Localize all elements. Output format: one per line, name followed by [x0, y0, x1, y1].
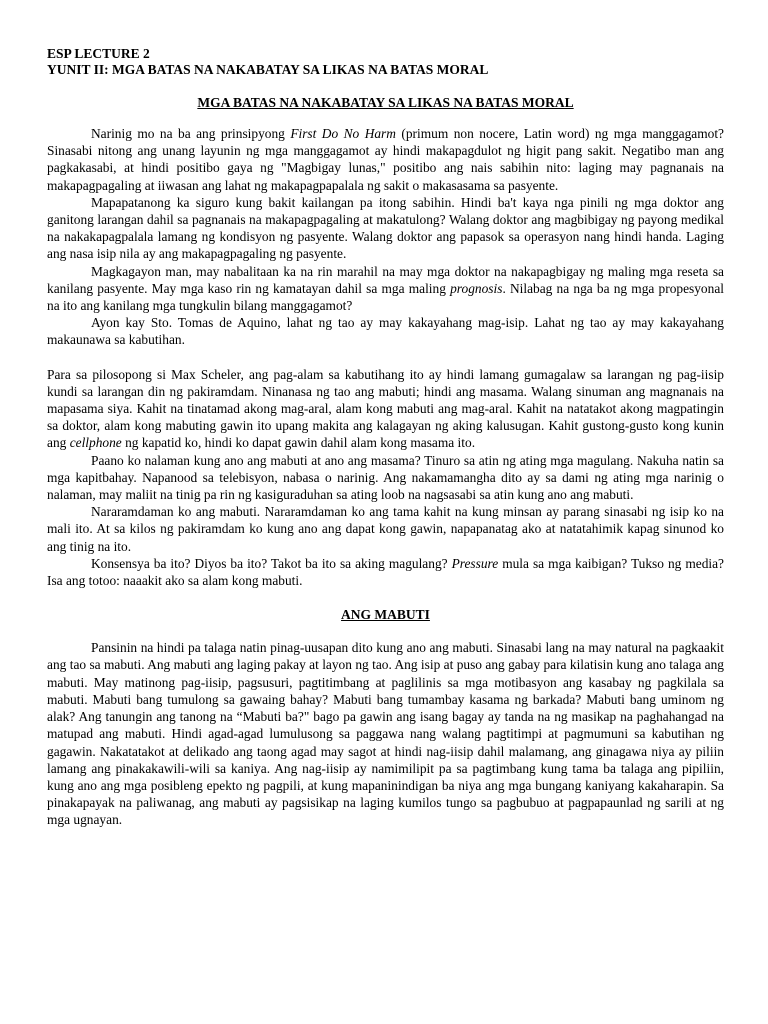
- paragraph-7: Nararamdaman ko ang mabuti. Nararamdaman ko ang tama kahit na kung minsan ay parang sinasabi ng isip ko na mali ito. At sa kilos ng pakiramdam ko kung ano ang dapat kong gawin, napapanatag ako at natatahimik kapag sinunod ko ang tinig na ito.: [47, 504, 724, 554]
- paragraph-3: Magkagayon man, may nabalitaan ka na rin marahil na may mga doktor na nakapagbigay ng maling mga reseta sa kanilang pasyente. May mga kaso rin ng kamatayan dahil sa mga maling prognosis. Nilabag na nga ba ng mga propesyonal na ito ang kanilang mga tungkulin bilang manggagamot?: [47, 263, 724, 314]
- paragraph-8: Konsensya ba ito? Diyos ba ito? Takot ba ito sa aking magulang? Pressure mula sa mga kaibigan? Tukso ng media? Isa ang totoo: naaakit ako sa alam kong mabuti.: [47, 555, 724, 589]
- lecture-label: ESP LECTURE 2: [47, 46, 150, 61]
- unit-heading: YUNIT II: MGA BATAS NA NAKABATAY SA LIKAS NA BATAS MORAL: [47, 62, 489, 77]
- page-title: MGA BATAS NA NAKABATAY SA LIKAS NA BATAS MORAL: [197, 95, 574, 110]
- paragraph-4: Ayon kay Sto. Tomas de Aquino, lahat ng tao ay may kakayahang mag-isip. Lahat ng tao ay may kakayahang makaunawa sa kabutihan.: [47, 315, 724, 348]
- section-title: ANG MABUTI: [341, 607, 430, 623]
- paragraph-5: Para sa pilosopong si Max Scheler, ang pag-alam sa kabutihang ito ay hindi lamang gumagalaw sa larangan ng pag-iisip kundi sa larangan din ng pakiramdam. Ninanasa ng tao ang mabuti; hindi ang masama. Walang sinuman ang magnanais na mapasama siya. Kahit na tinatamad akong mag-aral, alam kong mabuti ang mag-aral. Kahit na natatakot akong magpatingin sa doktor, alam kong mabuting gawin ito upang makita ang kalagayan ng aking kalusugan. Kahit gustong-gusto kong kunin ang cellphone ng kapatid ko, hindi ko dapat gawin dahil alam kong masama ito.: [47, 366, 724, 451]
- paragraph-2: Mapapatanong ka siguro kung bakit kailangan pa itong sabihin. Hindi ba't kaya nga pinili ng mga doktor ang ganitong larangan dahil sa pagnanais na makapagpagaling at makatulong? Walang doktor ang magbibigay ng payong medikal na nakakapagpalala lamang ng kondisyon ng pasyente. Walang doktor ang papasok sa operasyon nang hindi handa. Laging ang nasa isip nila ay ang makapagpagaling ng pasyente.: [47, 194, 724, 262]
- paragraph-1: Narinig mo na ba ang prinsipyong First Do No Harm (primum non nocere, Latin word) ng mga manggagamot? Sinasabi nitong ang unang layunin ng mga manggagamot ay hindi makapagdulot ng higit pang sakit. Negatibo man ang pagkakasabi, at hindi positibo gaya ng "Magbigay lunas," positibo ang nais sabihin nito: laging may pagnanais na makapagpagaling at iiwasan ang lahat ng makapagpapalala ng sakit o makasasama sa pasyente.: [47, 126, 725, 193]
- paragraph-6: Paano ko nalaman kung ano ang mabuti at ano ang masama? Tinuro sa atin ng ating mga magulang. Nakuha natin sa mga kapitbahay. Napanood sa telebisyon, nabasa o narinig. Ang nakamamangha dito ay sa dami ng ating mga narinig o nalaman, may maliit na tinig pa rin ng kasiguraduhan sa ating loob na nagsasabi sa atin kung ano ang mabuti.: [47, 452, 724, 503]
- paragraph-9: Pansinin na hindi pa talaga natin pinag-uusapan dito kung ano ang mabuti. Sinasabi lang na may natural na pagkaakit ang tao sa mabuti. Ang mabuti ang laging pakay at layon ng tao. Ang isip at puso ang gabay para kilatisin kung ano talaga ang mabuti. May matinong pag-iisip, pagsusuri, pagtitimbang at paglilinis sa mga motibasyon ang kasabay ng pagkilala sa mabuti. Mabuti bang tumulong sa gawaing bahay? Mabuti bang tumambay kasama ng barkada? Mabuti bang uminom ng alak? Ang tanungin ang tanong na “Mabuti ba?" bago pa gawin ang isang bagay ay tanda na ng masikap na paghahangad na matupad ang mabuti. Hindi agad-agad lumulusong sa paggawa nang walang pagtitimpi at pagmumuni sa kabutihan ng gagawin. Nakatatakot at delikado ang taong agad may sagot at hindi nag-iisip dahil malamang, ang ginagawa niya ay piliin lamang ang pinakakawili-wili sa kaniya. Ang nag-iisip ay namimilipit pa sa pagtimbang kung tama ba talaga ang pipiliin, kung ano ang mga posibleng epekto ng pagpili, at kung mapaninindigan ba niya ang mga bungang kaniyang kakaharapin. Sa pinakapayak na paliwanag, ang mabuti ay pagsisikap na laging kumilos tungo sa pagbubuo at pagpapaunlad ng sarili at ng mga ugnayan.: [47, 640, 724, 828]
